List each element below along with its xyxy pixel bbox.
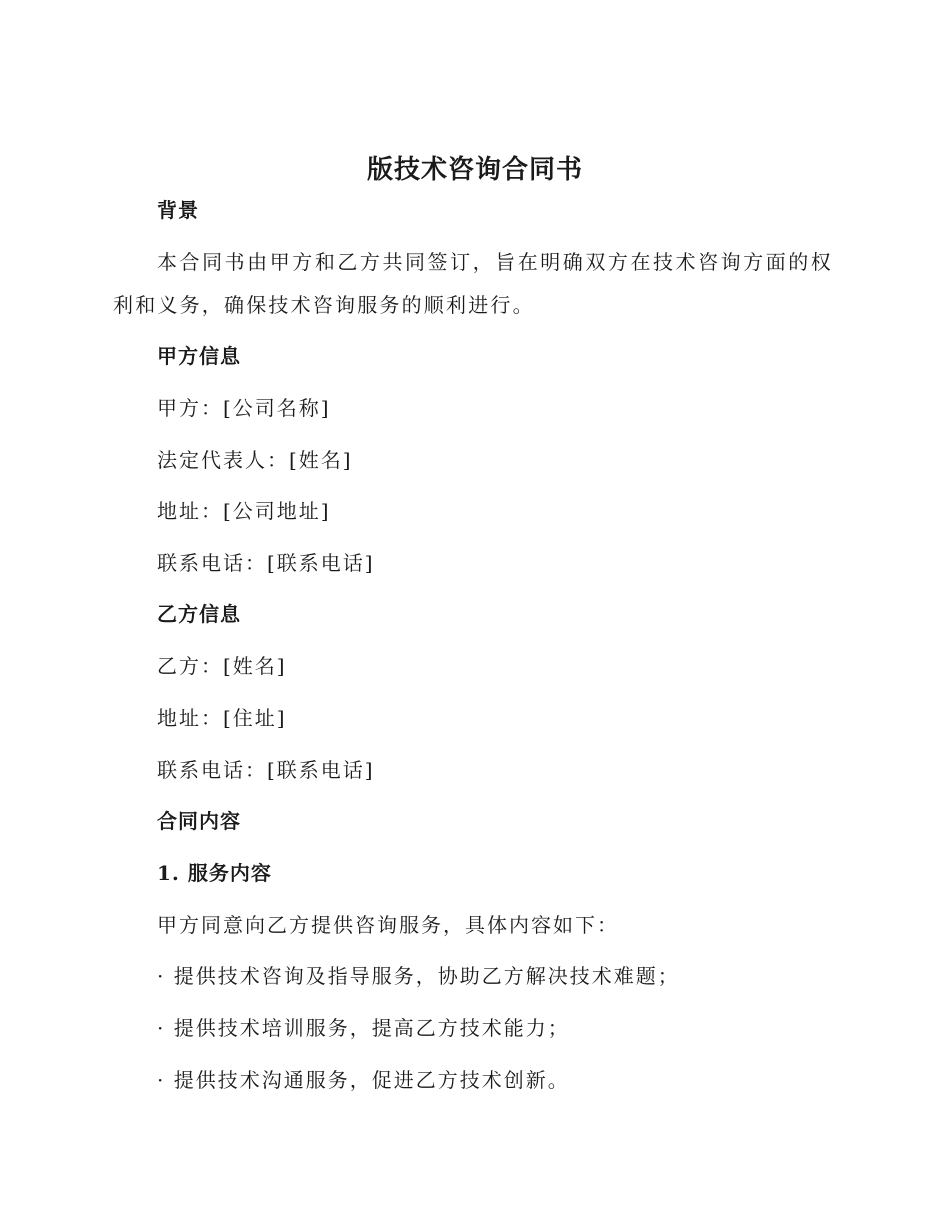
background-heading: 背景 xyxy=(157,198,199,222)
party-a-rep-line: 法定代表人：[姓名] xyxy=(157,448,353,472)
contract-heading: 合同内容 xyxy=(157,809,241,833)
party-a-name-line: 甲方：[公司名称] xyxy=(157,396,331,420)
list-item: · 提供技术培训服务，提高乙方技术能力； xyxy=(157,1016,570,1040)
section1-intro: 甲方同意向乙方提供咨询服务，具体内容如下： xyxy=(157,913,619,937)
party-a-heading: 甲方信息 xyxy=(157,344,241,368)
party-a-phone-line: 联系电话：[联系电话] xyxy=(157,551,375,575)
party-b-phone-line: 联系电话：[联系电话] xyxy=(157,758,375,782)
background-paragraph: 本合同书由甲方和乙方共同签订，旨在明确双方在技术咨询方面的权利和义务，确保技术咨询服务的顺利进行。 xyxy=(113,250,833,317)
section1-heading: 1. 服务内容 xyxy=(157,861,272,885)
party-b-heading: 乙方信息 xyxy=(157,602,241,626)
document-title: 版技术咨询合同书 xyxy=(366,155,583,185)
party-b-name-line: 乙方：[姓名] xyxy=(157,654,287,678)
party-b-address-line: 地址：[住址] xyxy=(157,706,287,730)
list-item: · 提供技术沟通服务，促进乙方技术创新。 xyxy=(157,1068,570,1092)
list-item: · 提供技术咨询及指导服务，协助乙方解决技术难题； xyxy=(157,964,680,988)
party-a-address-line: 地址：[公司地址] xyxy=(157,499,331,523)
